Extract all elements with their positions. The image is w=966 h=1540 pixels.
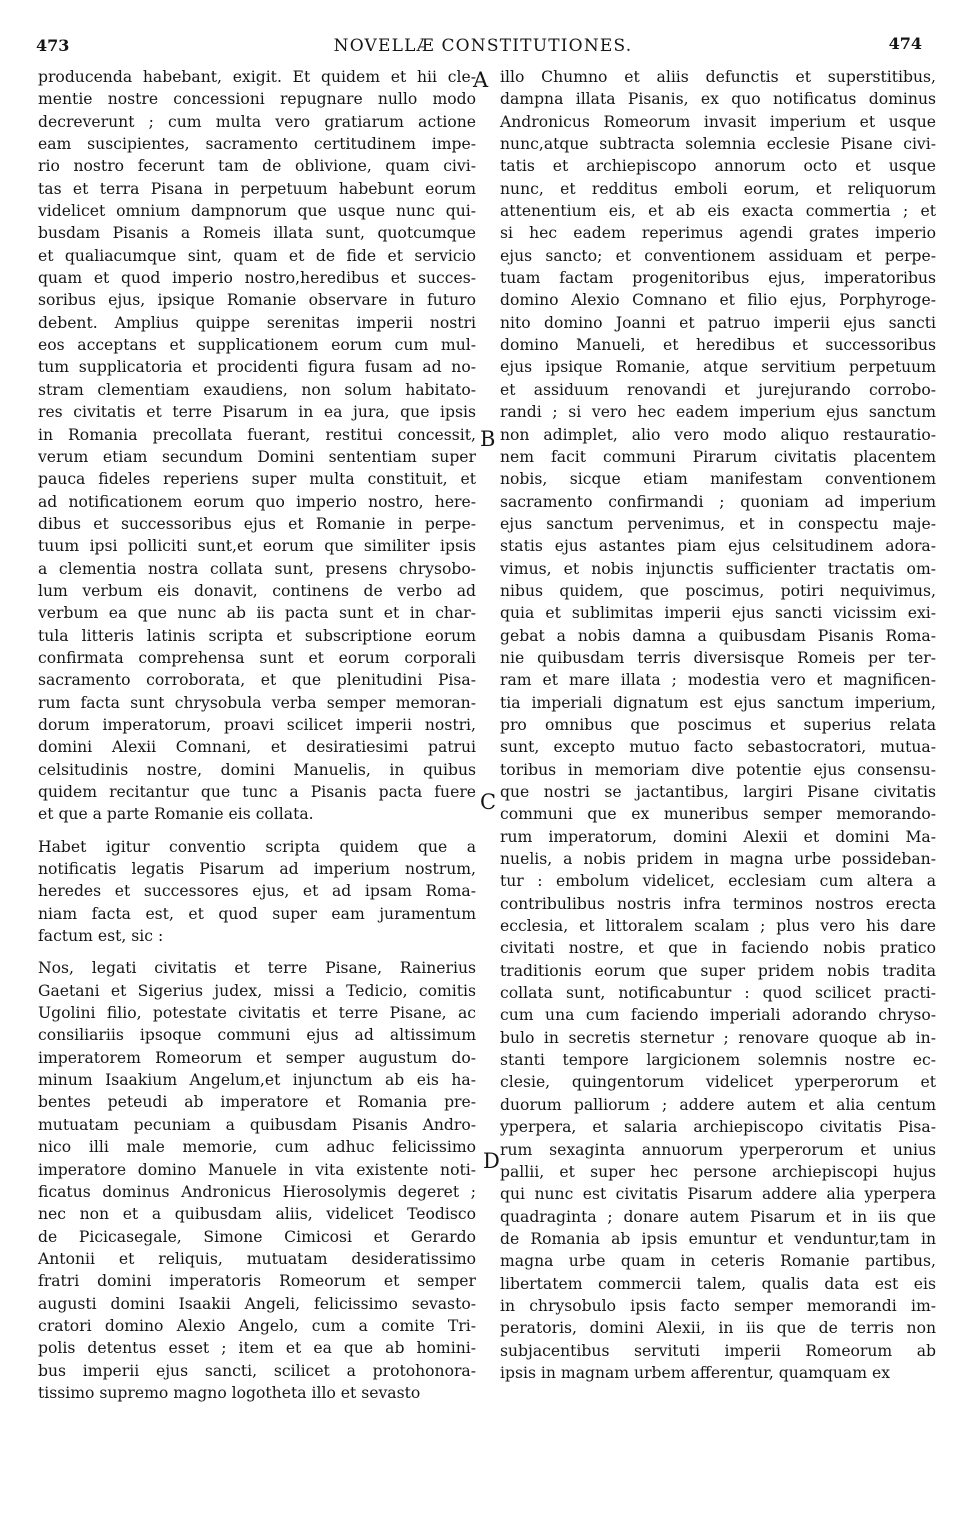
text-line: illo Chumno et aliis defunctis et superstitibus, <box>500 68 936 86</box>
text-line: niam facta est, et quod super eam juramentum <box>38 904 476 923</box>
left-column <box>38 66 476 1404</box>
margin-marker-c: C <box>480 790 497 814</box>
text-line: tuam factam progenitoribus ejus, imperatoribus <box>500 269 936 288</box>
text-line: tia imperiali dignatum est ejus sanctum imperium, <box>500 693 936 712</box>
text-line: imperatorem Romeorum et semper augustum do- <box>38 1048 476 1067</box>
text-line: domino Manueli, et heredibus et successoribus <box>500 336 936 355</box>
text-line: domini Alexii Comnani, et desiratiesimi patrui <box>38 738 476 757</box>
text-line: ipsis in magnam urbem afferentur, quamquam ex <box>500 1363 890 1382</box>
text-line: fratri domini imperatoris Romeorum et semper <box>38 1272 476 1291</box>
text-line: gebat a nobis damna a quibusdam Pisanis Roma- <box>500 626 936 645</box>
margin-marker-b: B <box>480 427 496 451</box>
text-line: sacramento confirmandi ; quoniam ad imperium <box>500 492 936 511</box>
text-line: imperatore domino Manuele in vita existente noti- <box>38 1160 476 1179</box>
text-line: ecclesia, et littoralem scalam ; plus vero his dare <box>500 917 936 936</box>
text-line: mentie nostre concessioni repugnare nullo modo <box>38 90 476 109</box>
text-line: communi que ex muneribus semper memorando- <box>500 805 936 824</box>
text-line: dibus et successoribus ejus et Romanie in perpe- <box>38 514 476 533</box>
text-line: et que a parte Romanie eis collata. <box>38 805 314 824</box>
right-column <box>500 66 936 1384</box>
text-line: Antonii et reliquis, mutuatam desideratissimo <box>38 1249 476 1268</box>
text-line: nie quibusdam terris diversisque Romeis per ter- <box>500 648 936 667</box>
text-line: factum est, sic : <box>38 927 164 946</box>
text-line: nobis, sicque etiam manifestam conventionem <box>500 470 936 489</box>
text-line: ejus ipsique Romanie, atque servitium perpetuum <box>500 358 936 377</box>
text-line: pro omnibus que poscimus et superius relata <box>500 715 936 734</box>
text-line: ejus sanctum pervenimus, et in conspectu maje- <box>500 514 936 533</box>
page-number-right: 474 <box>888 34 922 53</box>
text-line: domino Alexio Comnano et filio ejus, Porphyroge- <box>500 291 936 310</box>
text-line: vimus, et nobis injunctis sufficienter tractatis om- <box>500 559 936 578</box>
text-line: magna urbe quam in ceteris Romanie partibus, <box>500 1252 936 1271</box>
text-line: videlicet omnium dampnorum que usque nunc qui- <box>38 202 476 221</box>
text-line: tatis et archiepiscopo annorum octo et usque <box>500 157 936 176</box>
text-line: nito domino Joanni et patruo imperii ejus sancti <box>500 313 936 332</box>
text-line: randi ; si vero hec eadem imperium ejus sanctum <box>500 403 936 422</box>
text-line: notificatis legatis Pisarum ad imperium nostrum, <box>38 860 476 879</box>
text-line: tula litteris latinis scripta et subscriptione eorum <box>38 626 476 645</box>
text-line: qui nunc est civitatis Pisarum addere alia yperpera <box>500 1185 936 1204</box>
text-line: ram et mare illata ; modestia vero et magnificen- <box>500 671 936 690</box>
text-line: lum verbum eis donavit, continens de verbo ad <box>38 581 476 600</box>
text-line: ejus sancto; et conventionem assiduam et perpe- <box>500 246 936 265</box>
text-line: peratoris, domini Alexii, in iis que de terris non <box>500 1319 936 1338</box>
text-line: celsitudinis nostre, domini Manuelis, in quibus <box>38 760 476 779</box>
text-line: rum imperatorum, domini Alexii et domini Ma- <box>500 827 936 846</box>
text-line: eam suscipientes, sacramento certitudinem impe- <box>38 135 476 154</box>
text-line: Habet igitur conventio scripta quidem que a <box>38 837 476 856</box>
margin-marker-d: D <box>483 1149 500 1173</box>
page-number-left: 473 <box>36 36 70 55</box>
text-line: sacramento corroborata, et que plenitudini Pisa- <box>38 671 476 690</box>
text-line: minum Isaakium Angelum,et injunctum ab eis ha- <box>38 1071 476 1090</box>
text-line: contribulibus nostris infra terminos nostros erecta <box>500 894 936 913</box>
page-header <box>36 28 930 58</box>
text-line: et assiduum renovandi et jurejurando corrobo- <box>500 380 936 399</box>
text-line: de Picicasegale, Simone Cimicosi et Gerardo <box>38 1227 476 1246</box>
text-line: clesie, quingentorum videlicet yperperorum et <box>500 1073 936 1092</box>
text-line: de Romania ab ipsis emuntur et venduntur,tam in <box>500 1229 936 1248</box>
text-line: et qualiacumque sint, quam et de fide et servicio <box>38 246 476 265</box>
text-line: nem facit communi Pirarum civitatis placentem <box>500 447 936 466</box>
text-line: tissimo supremo magno logotheta illo et sevasto <box>38 1383 421 1402</box>
text-line: cratori domino Alexio Angelo, cum a comite Tri- <box>38 1316 476 1335</box>
text-line: confirmata comprehensa sunt et eorum corporali <box>38 648 476 667</box>
text-line: que nostri se jactantibus, largiri Pisane civitatis <box>500 783 936 801</box>
text-line: in Romania precollata fuerant, restitui concessit, <box>38 425 476 444</box>
text-line: pallii, et super hec persone archiepiscopi hujus <box>500 1162 936 1181</box>
text-line: quadraginta ; donare autem Pisarum et in iis que <box>500 1207 936 1226</box>
text-line: nunc,atque subtracta solemnia ecclesie Pisane civi- <box>500 135 936 154</box>
text-line: Ugolini filio, potestate civitatis et terre Pisane, ac <box>38 1004 476 1023</box>
text-line: consiliariis ipsoque communi ejus ad altissimum <box>38 1026 476 1045</box>
text-line: nunc, et redditus emboli eorum, et reliquorum <box>500 179 936 198</box>
text-line: quidem recitantur que tunc a Pisanis pacta fuere <box>38 783 476 801</box>
text-line: rum sexaginta annuorum yperperorum et unius <box>500 1140 936 1159</box>
text-line: ad notificationem eorum quo imperio nostro, here- <box>38 492 476 511</box>
text-line: bentes peteudi ab imperatore et Romania pre- <box>38 1093 476 1112</box>
text-line: non adimplet, alio vero modo aliquo restauratio- <box>500 425 936 444</box>
text-line: bus imperii ejus sancti, scilicet a protohonora- <box>38 1361 476 1380</box>
text-line: libertatem commercii talem, qualis data est eis <box>500 1274 936 1293</box>
text-line: civitati nostre, et que in faciendo nobis pratico <box>500 939 936 958</box>
text-line: nuelis, a nobis pridem in magna urbe possideban- <box>500 850 936 869</box>
text-line: verbum ea que nunc ab iis pacta sunt et in char- <box>38 604 476 623</box>
text-line: duorum palliorum ; addere autem et alia centum <box>500 1095 936 1114</box>
text-line: bulo in secretis sternetur ; renovare quoque ab in- <box>500 1028 936 1047</box>
text-line: tuum ipsi polliciti sunt,et eorum que similiter ipsis <box>38 537 476 556</box>
text-line: res civitatis et terre Pisarum in ea jura, que ipsis <box>38 403 476 422</box>
text-line: dorum imperatorum, proavi scilicet imperii nostri, <box>38 715 476 734</box>
text-line: rio nostro fecerunt tam de oblivione, quam civi- <box>38 157 476 176</box>
text-line: cum una cum faciendo imperiali adorando chryso- <box>500 1006 936 1025</box>
text-line: polis detentus esset ; item et ea que ab homini- <box>38 1339 476 1358</box>
text-line: traditionis eorum que super pridem nobis tradita <box>500 961 936 980</box>
text-line: yperpera, et salaria archiepiscopo civitatis Pisa- <box>500 1118 936 1137</box>
margin-marker-a: A <box>473 68 489 92</box>
text-line: dampna illata Pisanis, ex quo notificatus dominus <box>500 90 936 109</box>
text-line: ficatus dominus Andronicus Hierosolymis degeret ; <box>38 1182 476 1201</box>
text-line: in chrysobulo ipsis facto semper memorandi im- <box>500 1296 936 1315</box>
text-line: busdam Pisanis a Romeis illata sunt, quotcumque <box>38 224 476 243</box>
text-line: Nos, legati civitatis et terre Pisane, Rainerius <box>38 959 476 978</box>
text-line: stanti tempore largicionem solemnis nostre ec- <box>500 1051 936 1070</box>
text-line: decreverunt ; cum multa vero gratiarum actione <box>38 112 476 131</box>
text-line: augusti domini Isaakii Angeli, felicissimo sevasto- <box>38 1294 476 1313</box>
text-line: quam et quod imperio nostro,heredibus et succes- <box>38 269 476 288</box>
text-line: nibus quidem, que poscimus, potiri nequivimus, <box>500 581 936 600</box>
text-line: tur : embolum videlicet, ecclesiam cum altera a <box>500 872 936 891</box>
text-line: sunt, excepto mutuo facto sebastocratori, mutua- <box>500 738 936 757</box>
text-line: statis ejus astantes piam ejus celsitudinem adora- <box>500 537 936 556</box>
text-line: pauca fideles reperiens super multa constituit, et <box>38 470 476 489</box>
running-title: NOVELLÆ CONSTITUTIONES. <box>333 36 633 56</box>
text-line: collata sunt, notificabuntur : quod scilicet practi- <box>500 984 936 1003</box>
text-line: subjacentibus servituti imperii Romeorum ab <box>500 1341 936 1360</box>
paragraph-gap <box>38 826 476 836</box>
text-line: attenentium eis, et ab eis exacta commertia ; et <box>500 202 936 221</box>
paragraph-gap <box>38 947 476 957</box>
text-line: soribus ejus, ipsique Romanie observare in futuro <box>38 291 476 310</box>
text-line: si hec eadem reperimus agendi grates imperio <box>500 224 936 243</box>
text-line: eos acceptans et supplicationem eorum cum mul- <box>38 336 476 355</box>
text-line: producenda habebant, exigit. Et quidem et hii cle- <box>38 68 476 86</box>
text-line: debent. Amplius quippe serenitas imperii nostri <box>38 313 476 332</box>
text-line: nico illi male memorie, cum adhuc felicissimo <box>38 1138 476 1157</box>
text-line: Andronicus Romeorum invasit imperium et usque <box>500 112 936 131</box>
text-line: mutuatam pecuniam a quibusdam Pisanis Andro- <box>38 1115 476 1134</box>
text-line: tum supplicatoria et procidenti figura fusam ad no- <box>38 358 476 377</box>
text-line: rum facta sunt chrysobula verba semper memoran- <box>38 693 476 712</box>
text-line: nec non et a quibusdam aliis, videlicet Teodisco <box>38 1205 476 1224</box>
text-line: Gaetani et Sigerius judex, missi a Tedicio, comitis <box>38 981 476 1000</box>
text-line: toribus in memoriam dive potentie ejus consensu- <box>500 760 936 779</box>
text-line: quia et sublimitas imperii ejus sancti vicissim exi- <box>500 604 936 623</box>
text-line: a clementia nostra collata sunt, presens chrysobo- <box>38 559 476 578</box>
text-line: stram clementiam exaudiens, non solum habitato- <box>38 380 476 399</box>
text-line: verum etiam secundum Domini sententiam super <box>38 447 476 466</box>
text-line: heredes et successores ejus, et ad ipsam Roma- <box>38 882 476 901</box>
text-line: tas et terra Pisana in perpetuum habebunt eorum <box>38 179 476 198</box>
